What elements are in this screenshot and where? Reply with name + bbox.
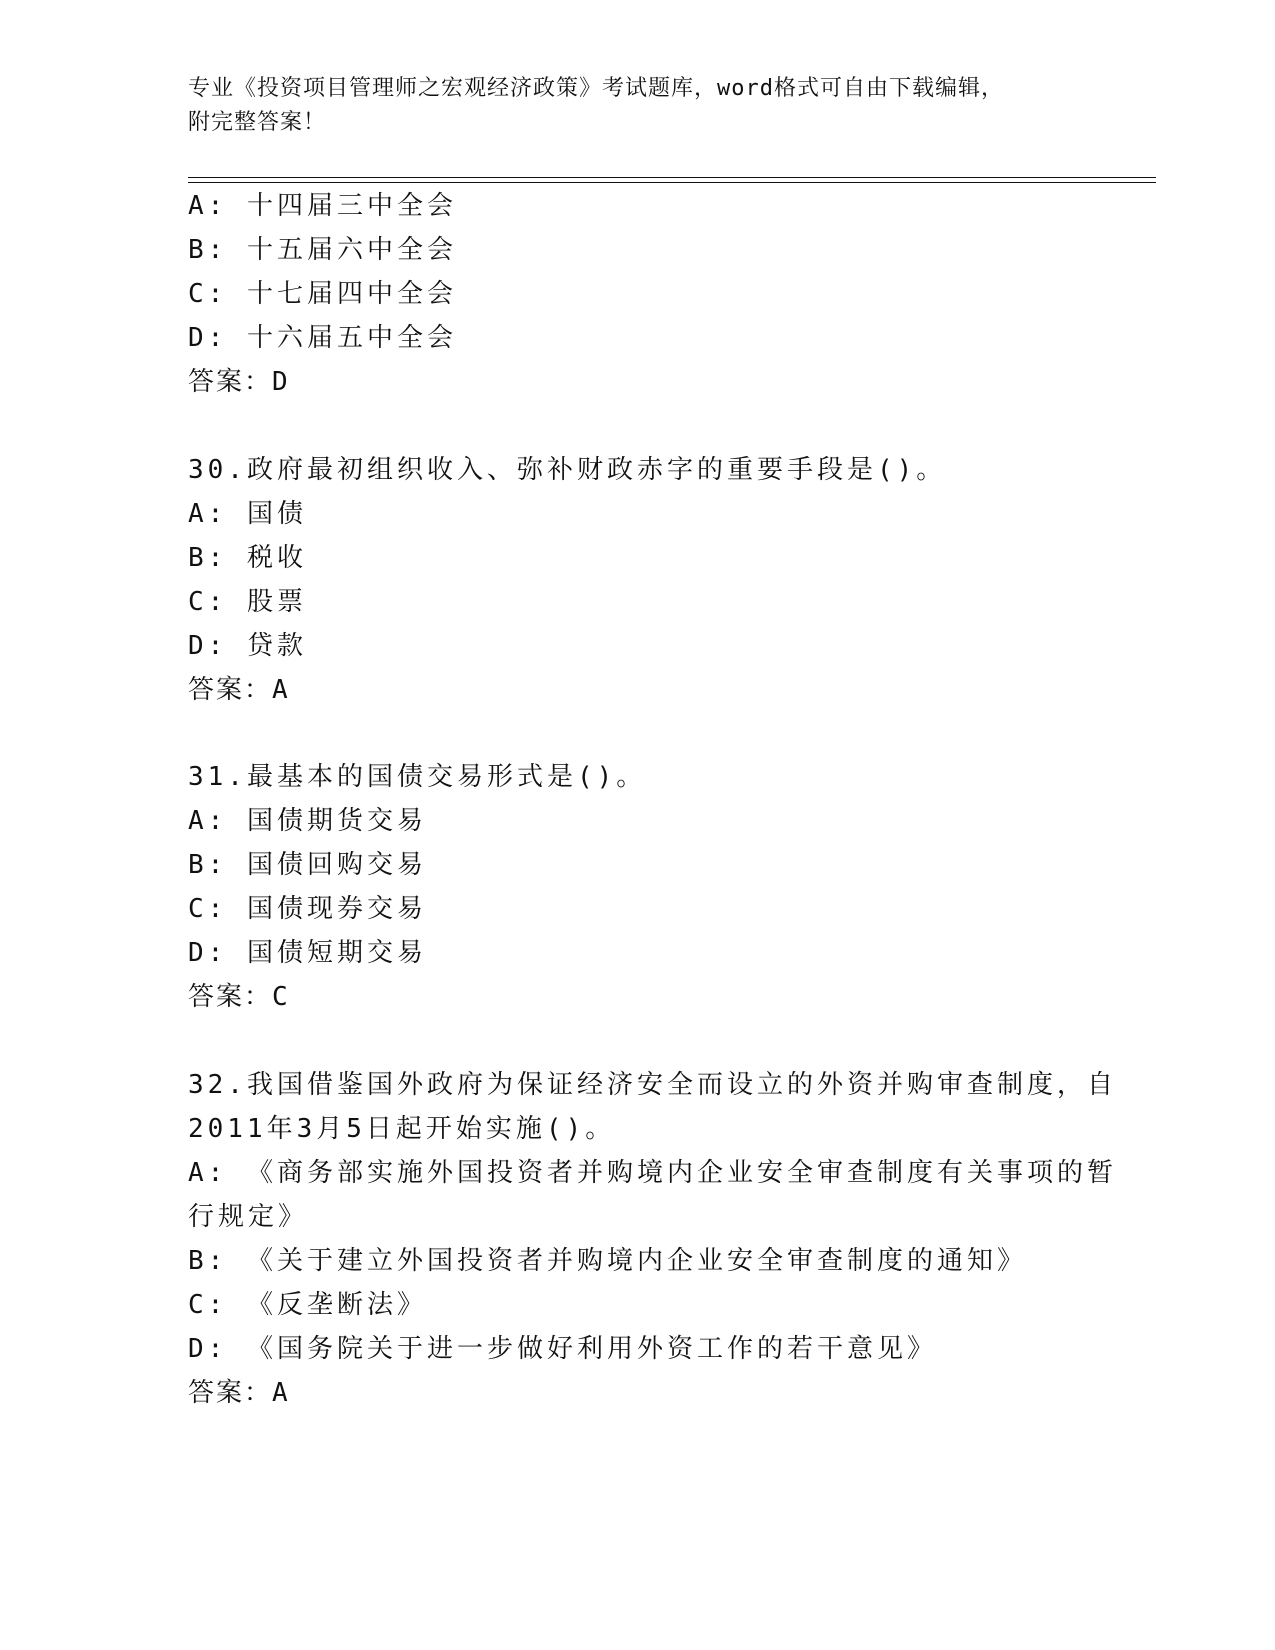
q32-option-c: C: 《反垄断法》 bbox=[188, 1290, 427, 1320]
q29-option-c: C: 十七届四中全会 bbox=[188, 279, 457, 309]
q30-option-d: D: 贷款 bbox=[188, 631, 307, 661]
q31-question: 31.最基本的国债交易形式是()。 bbox=[188, 762, 647, 792]
q31-option-b: B: 国债回购交易 bbox=[188, 850, 427, 880]
q29-option-b: B: 十五届六中全会 bbox=[188, 235, 457, 265]
header-line-2: 附完整答案！ bbox=[188, 110, 327, 135]
q31-answer: 答案：C bbox=[188, 982, 290, 1012]
q30-option-b: B: 税收 bbox=[188, 543, 307, 573]
document-header bbox=[188, 72, 1068, 140]
q30-question: 30.政府最初组织收入、弥补财政赤字的重要手段是()。 bbox=[188, 455, 947, 485]
q32-option-a-line-2: 行规定》 bbox=[188, 1202, 309, 1232]
q30-answer: 答案：A bbox=[188, 675, 290, 705]
q30-option-a: A: 国债 bbox=[188, 499, 307, 529]
q32-question-line-1: 32.我国借鉴国外政府为保证经济安全而设立的外资并购审查制度，自 bbox=[188, 1070, 1117, 1100]
q30-option-c: C: 股票 bbox=[188, 587, 307, 617]
q32-answer: 答案：A bbox=[188, 1378, 290, 1408]
q32-option-b: B: 《关于建立外国投资者并购境内企业安全审查制度的通知》 bbox=[188, 1246, 1027, 1276]
q29-answer: 答案：D bbox=[188, 367, 290, 397]
q31-option-a: A: 国债期货交易 bbox=[188, 806, 427, 836]
q31-option-d: D: 国债短期交易 bbox=[188, 938, 427, 968]
q31-option-c: C: 国债现券交易 bbox=[188, 894, 427, 924]
q29-option-d: D: 十六届五中全会 bbox=[188, 323, 457, 353]
q32-question-line-2: 2011年3月5日起开始实施()。 bbox=[188, 1114, 616, 1144]
header-divider-bottom bbox=[188, 182, 1156, 183]
q32-option-a-line-1: A: 《商务部实施外国投资者并购境内企业安全审查制度有关事项的暂 bbox=[188, 1158, 1117, 1188]
header-line-1: 专业《投资项目管理师之宏观经济政策》考试题库，word格式可自由下载编辑， bbox=[188, 76, 1004, 101]
q29-option-a: A: 十四届三中全会 bbox=[188, 191, 457, 221]
header-divider-top bbox=[188, 177, 1156, 178]
q32-option-d: D: 《国务院关于进一步做好利用外资工作的若干意见》 bbox=[188, 1334, 937, 1364]
